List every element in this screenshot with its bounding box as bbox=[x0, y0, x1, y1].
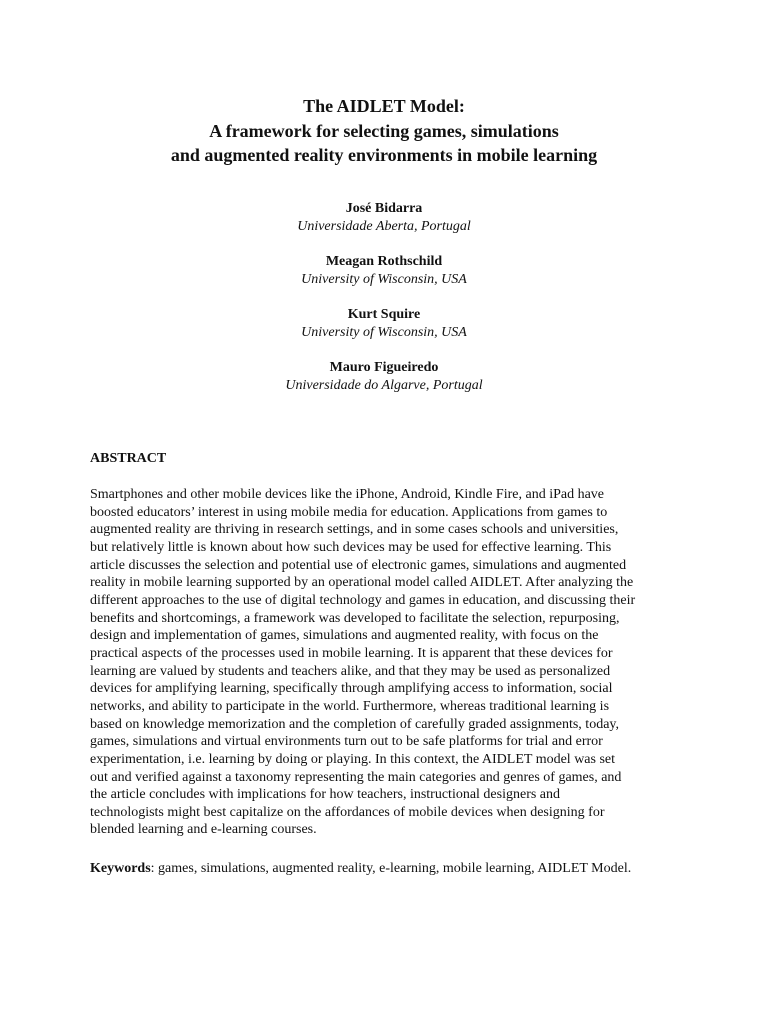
abstract-line: games, simulations and virtual environments turn out to be safe platforms for trial and error bbox=[90, 734, 603, 750]
author-entry bbox=[0, 200, 768, 236]
author-affiliation: University of Wisconsin, USA bbox=[301, 272, 467, 287]
keywords-text: : games, simulations, augmented reality, e-learning, mobile learning, AIDLET Model. bbox=[150, 861, 632, 876]
abstract-line: Smartphones and other mobile devices like the iPhone, Android, Kindle Fire, and iPad have bbox=[90, 487, 605, 502]
abstract-line: blended learning and e-learning courses. bbox=[90, 822, 317, 838]
abstract-line: benefits and shortcomings, a framework was developed to facilitate the selection, repurposing, bbox=[90, 610, 620, 626]
author-entry bbox=[0, 306, 768, 342]
title-line-3: and augmented reality environments in mobile learning bbox=[170, 145, 598, 165]
abstract-heading: ABSTRACT bbox=[90, 451, 167, 466]
abstract-line: but relatively little is known about how such devices may be used for effective learning. This bbox=[90, 539, 612, 555]
author-affiliation: Universidade do Algarve, Portugal bbox=[285, 378, 483, 393]
abstract-line: based on knowledge memorization and the completion of carefully graded assignments, today, bbox=[90, 716, 619, 732]
abstract-line: reality in mobile learning supported by an operational model called AIDLET. After analyzing the bbox=[90, 575, 634, 591]
abstract-line: design and implementation of games, simulations and augmented reality, with focus on the bbox=[90, 628, 599, 644]
abstract-line: augmented reality are thriving in research settings, and in some cases schools and universities, bbox=[90, 522, 619, 538]
title-line-1: The AIDLET Model: bbox=[303, 96, 465, 116]
author-entry bbox=[0, 359, 768, 395]
author-affiliation: Universidade Aberta, Portugal bbox=[297, 219, 471, 234]
abstract-line: devices for amplifying learning, specifically through amplifying access to information, social bbox=[90, 681, 613, 697]
paper-title bbox=[0, 94, 768, 168]
abstract-line: different approaches to the use of digital technology and games in education, and discussing their bbox=[90, 592, 636, 608]
keywords-label: Keywords bbox=[90, 861, 151, 876]
author-affiliation: University of Wisconsin, USA bbox=[301, 325, 467, 340]
abstract-body bbox=[90, 486, 690, 839]
abstract-line: article discusses the selection and potential use of electronic games, simulations and augmented bbox=[90, 557, 627, 573]
author-name: Meagan Rothschild bbox=[325, 254, 443, 269]
abstract-line: the article concludes with implications for how teachers, instructional designers and bbox=[90, 787, 561, 803]
abstract-line: networks, and ability to participate in the world. Furthermore, whereas traditional learning is bbox=[90, 698, 610, 714]
abstract-line: practical aspects of the processes used in mobile learning. It is apparent that these devices for bbox=[90, 645, 613, 661]
author-entry bbox=[0, 253, 768, 289]
abstract-line: boosted educators’ interest in using mobile media for education. Applications from games to bbox=[90, 504, 608, 520]
author-name: Mauro Figueiredo bbox=[329, 360, 439, 375]
abstract-line: experimentation, i.e. learning by doing or playing. In this context, the AIDLET model was set bbox=[90, 751, 616, 767]
author-name: José Bidarra bbox=[345, 201, 423, 216]
author-list bbox=[0, 200, 768, 412]
abstract-line: technologists might best capitalize on the affordances of mobile devices when designing for bbox=[90, 804, 605, 820]
author-name: Kurt Squire bbox=[347, 307, 421, 322]
abstract-line: learning are valued by students and teachers alike, and that they may be used as personalized bbox=[90, 663, 611, 679]
title-line-2: A framework for selecting games, simulations bbox=[209, 120, 559, 141]
abstract-line: out and verified against a taxonomy representing the main categories and genres of games, and bbox=[90, 769, 622, 785]
keywords bbox=[90, 860, 690, 878]
